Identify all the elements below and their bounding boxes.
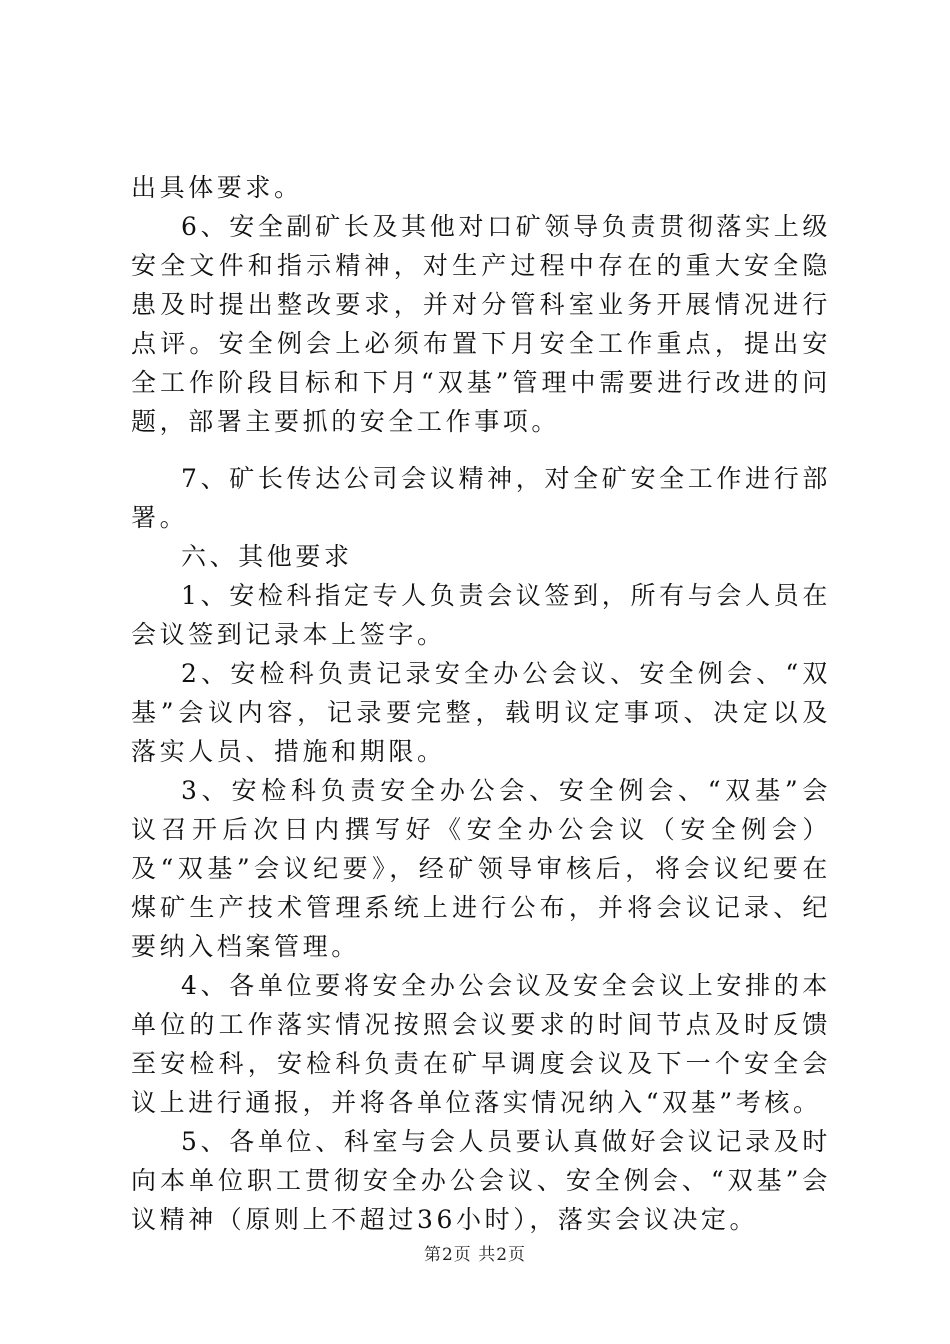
paragraph-requirement-1: 1、安检科指定专人负责会议签到，所有与会人员在会议签到记录本上签字。	[131, 581, 831, 649]
page-number-footer: 第2页 共2页	[423, 1245, 527, 1265]
paragraph-requirement-4: 4、各单位要将安全办公会议及安全会议上安排的本单位的工作落实情况按照会议要求的时间节点及时反馈至安检科，安检科负责在矿早调度会议及下一个安全会议上进行通报，并将各单位落实情况纳入“双基”考核。	[131, 971, 831, 1117]
paragraph-continuation: 出具体要求。	[131, 173, 303, 202]
paragraph-requirement-2: 2、安检科负责记录安全办公会议、安全例会、“双基”会议内容，记录要完整，载明议定事项、决定以及落实人员、措施和期限。	[131, 659, 831, 766]
paragraph-requirement-3: 3、安检科负责安全办公会、安全例会、“双基”会议召开后次日内撰写好《安全办公会议（安全例会）及“双基”会议纪要》，经矿领导审核后，将会议纪要在煤矿生产技术管理系统上进行公布，并将会议记录、纪要纳入档案管理。	[131, 776, 831, 961]
paragraph-item-7: 7、矿长传达公司会议精神，对全矿安全工作进行部署。	[131, 464, 831, 532]
paragraph-item-6: 6、安全副矿长及其他对口矿领导负责贯彻落实上级安全文件和指示精神，对生产过程中存在的重大安全隐患及时提出整改要求，并对分管科室业务开展情况进行点评。安全例会上必须布置下月安全工作重点，提出安全工作阶段目标和下月“双基”管理中需要进行改进的问题，部署主要抓的安全工作事项。	[131, 212, 831, 436]
section-heading-other-requirements: 六、其他要求	[181, 542, 353, 571]
document-body	[131, 168, 831, 1239]
paragraph-requirement-5: 5、各单位、科室与会人员要认真做好会议记录及时向本单位职工贯彻安全办公会议、安全例会、“双基”会议精神（原则上不超过36小时），落实会议决定。	[131, 1127, 831, 1234]
